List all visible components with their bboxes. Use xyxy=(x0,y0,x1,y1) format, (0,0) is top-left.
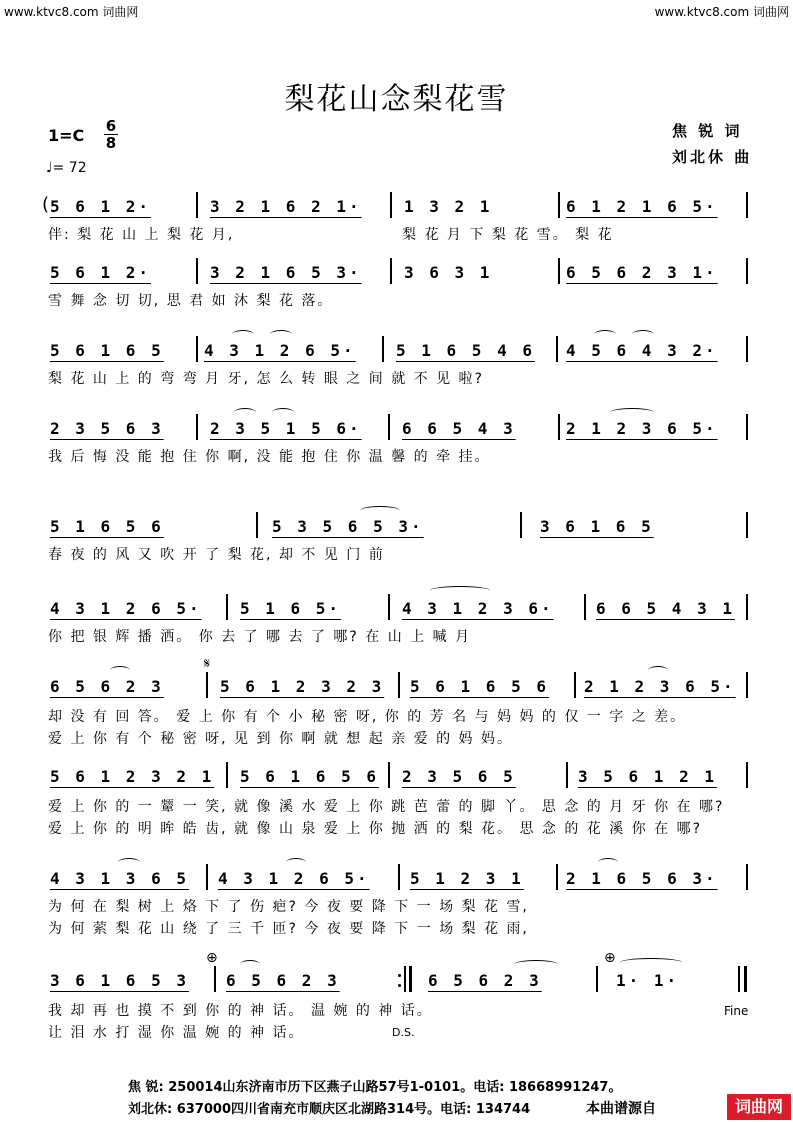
measure: 5 6 1 6 5 6 xyxy=(240,767,379,786)
barline xyxy=(404,966,406,992)
fine-mark: Fine xyxy=(724,1004,749,1018)
slur xyxy=(286,858,306,867)
measure: 6 5 6 2 3 1· xyxy=(566,263,718,282)
repeat-open-paren: ( xyxy=(42,194,50,215)
measure: 4 3 1 2 3 6· xyxy=(402,599,554,618)
measure: 2 1 2 3 6 5· xyxy=(566,419,718,438)
measure: 3 6 1 6 5 xyxy=(540,517,654,536)
barline xyxy=(746,762,748,788)
slur xyxy=(598,858,618,867)
measure: 4 3 1 2 6 5· xyxy=(50,599,202,618)
barline xyxy=(206,864,208,890)
barline xyxy=(738,966,740,992)
slur xyxy=(632,330,654,339)
measure: 5 6 1 2· xyxy=(50,263,152,282)
measure: 5 1 2 3 1 xyxy=(410,869,524,888)
barline xyxy=(746,594,748,620)
measure: 4 5 6 4 3 2· xyxy=(566,341,718,360)
barline xyxy=(746,336,748,362)
slur xyxy=(240,960,260,969)
lyric-line: 爱 上 你 有 个 秘 密 呀, 见 到 你 啊 就 想 起 亲 爱 的 妈 妈。 xyxy=(48,731,514,747)
barline xyxy=(746,672,748,698)
barline xyxy=(390,192,392,218)
barline xyxy=(398,864,400,890)
barline xyxy=(574,672,576,698)
barline xyxy=(226,594,228,620)
slur xyxy=(610,408,654,417)
measure: 2 1 6 5 6 3· xyxy=(566,869,718,888)
segno-sign: 𝄋 xyxy=(204,656,211,672)
measure: 6 6 5 4 3 1 xyxy=(596,599,735,618)
barline xyxy=(226,762,228,788)
lyric-line: 让 泪 水 打 湿 你 温 婉 的 神 话。 xyxy=(48,1025,305,1041)
site-watermark-left[interactable]: www.ktvc8.com 词曲网 xyxy=(4,5,139,19)
barline xyxy=(388,414,390,440)
slur xyxy=(648,666,668,675)
measure: 1 3 2 1 xyxy=(404,197,493,216)
measure: 6 5 6 2 3 xyxy=(226,971,340,990)
measure: 3 2 1 6 2 1· xyxy=(210,197,362,216)
measure: 5 1 6 5· xyxy=(240,599,342,618)
lyric-line: 为 何 在 梨 树 上 烙 下 了 伤 疤? 今 夜 要 降 下 一 场 梨 花 雪, xyxy=(48,899,529,915)
barline xyxy=(256,512,258,538)
barline xyxy=(746,414,748,440)
slur xyxy=(110,666,130,675)
barline xyxy=(196,258,198,284)
final-barline xyxy=(744,966,747,992)
slur xyxy=(360,506,400,515)
barline xyxy=(382,336,384,362)
measure: 1· 1· xyxy=(616,971,680,990)
barline xyxy=(558,414,560,440)
meter-top: 6 xyxy=(105,117,117,135)
lyric-line: 梨 花 月 下 梨 花 雪。 梨 花 xyxy=(402,227,614,243)
meter-bottom: 8 xyxy=(105,134,117,152)
ds-mark: D.S. xyxy=(392,1026,415,1039)
barline xyxy=(520,512,522,538)
measure: 3 2 1 6 5 3· xyxy=(210,263,362,282)
measure: 4 3 1 3 6 5 xyxy=(50,869,189,888)
measure: 2 3 5 6 3 xyxy=(50,419,164,438)
lyricist-credit: 焦 锐 词 xyxy=(672,122,743,140)
barline xyxy=(196,336,198,362)
lyric-line: 爱 上 你 的 一 颦 一 笑, 就 像 溪 水 爱 上 你 跳 芭 蕾 的 脚 丫。 思 念 的 月 牙 你 在 哪? xyxy=(48,799,725,815)
coda-sign: ⊕ xyxy=(604,950,616,966)
site-watermark-right[interactable]: www.ktvc8.com 词曲网 xyxy=(654,5,789,19)
lyric-line: 我 后 悔 没 能 抱 住 你 啊, 没 能 抱 住 你 温 馨 的 牵 挂。 xyxy=(48,449,491,465)
measure: 4 3 1 2 6 5· xyxy=(218,869,370,888)
lyric-line: 春 夜 的 风 又 吹 开 了 梨 花, 却 不 见 门 前 xyxy=(48,547,385,563)
slur xyxy=(232,330,254,339)
measure: 5 6 1 2· xyxy=(50,197,152,216)
measure: 2 3 5 6 5 xyxy=(402,767,516,786)
repeat-dot xyxy=(398,984,401,987)
lyric-line: 爱 上 你 的 明 眸 皓 齿, 就 像 山 泉 爱 上 你 抛 洒 的 梨 花。 思 念 的 花 溪 你 在 哪? xyxy=(48,821,703,837)
measure: 5 6 1 2 3 2 3 xyxy=(220,677,385,696)
lyric-line: 伴: 梨 花 山 上 梨 花 月, xyxy=(48,227,235,243)
measure: 5 3 5 6 5 3· xyxy=(272,517,424,536)
key-signature: 1=C xyxy=(48,126,85,145)
measure: 6 1 2 1 6 5· xyxy=(566,197,718,216)
measure: 5 6 1 6 5 6 xyxy=(410,677,549,696)
lyric-line: 梨 花 山 上 的 弯 弯 月 牙, 怎 么 转 眼 之 间 就 不 见 啦? xyxy=(48,371,484,387)
lyric-line: 雪 舞 念 切 切, 思 君 如 沐 梨 花 落。 xyxy=(48,293,334,309)
measure: 2 3 5 1 5 6· xyxy=(210,419,362,438)
measure: 5 6 1 6 5 xyxy=(50,341,164,360)
tempo-mark: ♩= 72 xyxy=(46,160,87,176)
slur xyxy=(272,408,294,417)
slur xyxy=(514,960,558,969)
composer-credit: 刘北休 曲 xyxy=(672,148,753,166)
measure: 5 6 1 2 3 2 1 xyxy=(50,767,215,786)
measure: 5 1 6 5 4 6 xyxy=(396,341,535,360)
barline xyxy=(390,258,392,284)
barline xyxy=(746,864,748,890)
page-title: 梨花山念梨花雪 xyxy=(284,82,509,117)
barline xyxy=(746,512,748,538)
site-logo[interactable]: 词曲网 xyxy=(727,1094,791,1120)
barline xyxy=(556,864,558,890)
slur xyxy=(270,330,292,339)
barline xyxy=(556,336,558,362)
slur xyxy=(594,330,616,339)
slur xyxy=(620,958,682,967)
measure: 6 5 6 2 3 xyxy=(50,677,164,696)
measure: 2 1 2 3 6 5· xyxy=(584,677,736,696)
barline xyxy=(206,672,208,698)
barline xyxy=(558,258,560,284)
measure: 3 6 1 6 5 3 xyxy=(50,971,189,990)
measure: 6 5 6 2 3 xyxy=(428,971,542,990)
measure: 3 6 3 1 xyxy=(404,263,493,282)
lyric-line: 你 把 银 辉 播 洒。 你 去 了 哪 去 了 哪? 在 山 上 喊 月 xyxy=(48,629,472,645)
barline xyxy=(388,594,390,620)
barline xyxy=(746,258,748,284)
barline xyxy=(388,762,390,788)
repeat-dot xyxy=(398,974,401,977)
contact-line-1: 焦 锐: 250014山东济南市历下区燕子山路57号1-0101。电话: 18668991247。 xyxy=(128,1080,622,1095)
measure: 3 5 6 1 2 1 xyxy=(578,767,717,786)
slur xyxy=(118,858,140,867)
coda-sign: ⊕ xyxy=(206,950,218,966)
barline xyxy=(596,966,598,992)
barline xyxy=(196,414,198,440)
lyric-line: 却 没 有 回 答。 爱 上 你 有 个 小 秘 密 呀, 你 的 芳 名 与 妈 妈 的 仅 一 字 之 差。 xyxy=(48,709,687,725)
measure: 4 3 1 2 6 5· xyxy=(204,341,356,360)
measure: 5 1 6 5 6 xyxy=(50,517,164,536)
time-signature xyxy=(104,118,118,151)
slur xyxy=(430,586,490,595)
barline xyxy=(746,192,748,218)
barline xyxy=(584,594,586,620)
contact-line-2: 刘北休: 637000四川省南充市顺庆区北湖路314号。电话: 134744 xyxy=(128,1102,531,1117)
repeat-barline xyxy=(409,966,412,992)
barline xyxy=(566,762,568,788)
slur xyxy=(234,408,256,417)
measure: 6 6 5 4 3 xyxy=(402,419,516,438)
barline xyxy=(398,672,400,698)
source-note: 本曲谱源自 xyxy=(586,1101,656,1117)
barline xyxy=(558,192,560,218)
lyric-line: 我 却 再 也 摸 不 到 你 的 神 话。 温 婉 的 神 话。 xyxy=(48,1003,433,1019)
lyric-line: 为 何 萦 梨 花 山 绕 了 三 千 匝? 今 夜 要 降 下 一 场 梨 花 雨, xyxy=(48,921,529,937)
barline xyxy=(196,192,198,218)
barline xyxy=(214,966,216,992)
